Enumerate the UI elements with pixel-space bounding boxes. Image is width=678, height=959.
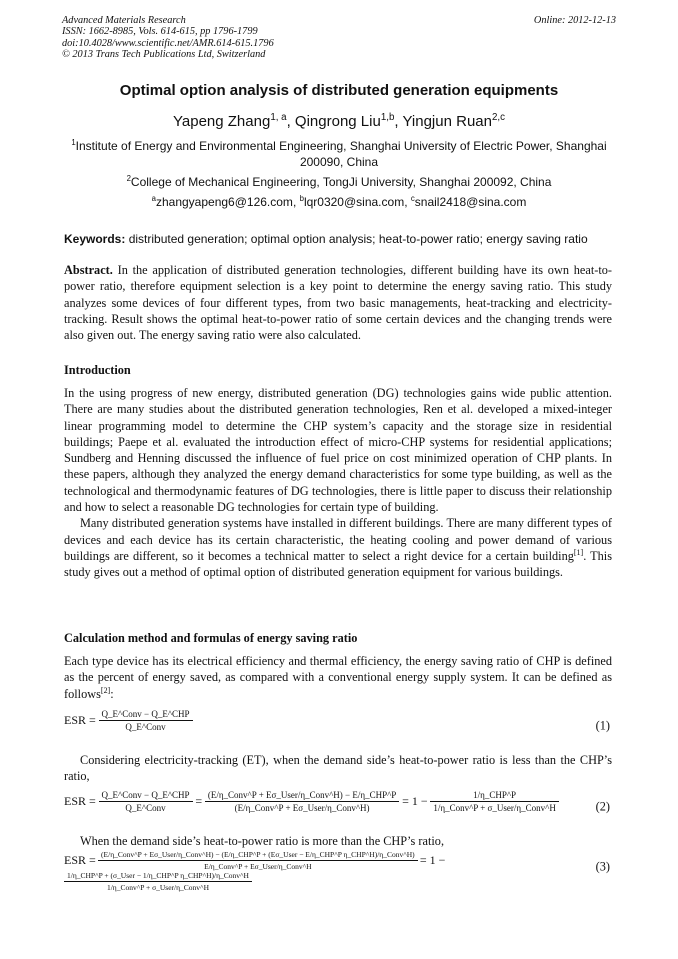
equals-sign: = (195, 794, 203, 808)
keywords-line (64, 232, 624, 246)
calculation-section (64, 630, 612, 702)
eq2-fraction-right (430, 790, 558, 813)
intro-paragraph-1: In the using progress of new energy, distributed generation (DG) technologies gains wide public attention. There are many studies about the distributed generation technologies, Ren et al. developed a mixed-integer linear programming model to determine the CHP system’s capacity and the storage size in residential buildings; Paepe et al. evaluated the introduction effect of micro-CHP systems for residential applications; Sundberg and Henning discussed the influence of fuel price on cost minimized operation of CHP plants. In these papers, although they analyzed the energy demand characteristics for some type building, as well as the technological and thermodynamic features of DG technologies, there is little paper to discuss their relationship and how to select a reasonable DG technologies for certain type of building. (64, 386, 612, 515)
email-c: snail2418@sina.com (414, 195, 527, 209)
eq3-right-denominator: 1/η_Conv^P + σ_User/η_Conv^H (106, 883, 209, 892)
abstract-text: In the application of distributed generation technologies, different building have its own heat-to-power ratio, therefore equipment selection is a key point to determine the energy saving ratio. This study analyzes some devices of four different types, from two basic managements, heat-tracking and electricity-tracking. Result shows the optimal heat-to-power ratio of some certain devices and the changing trends were also given out. The energy saving ratio were also calculated. (64, 263, 612, 343)
affiliation-2 (62, 174, 616, 190)
eq2-fraction-mid (205, 790, 399, 813)
eq2-right-numerator: 1/η_CHP^P (430, 790, 558, 802)
et-text: Considering electricity-tracking (ET), when the demand side’s heat-to-power ratio is less than the CHP’s ratio, (64, 753, 612, 784)
eq3-mid-numerator: (E/η_Conv^P + Eσ_User/η_Conv^H) − (E/η_CHP^P + (Eσ_User − E/η_CHP^P η_CHP^H)/η_Conv^H) (98, 850, 418, 861)
eq1-numerator: Q_E^Conv − Q_E^CHP (99, 709, 193, 721)
email-sup: b (299, 194, 304, 203)
eq3-right-numerator: 1/η_CHP^P + (σ_User − 1/η_CHP^P η_CHP^H)/η_Conv^H (64, 871, 252, 882)
affiliation-sup: 1 (71, 138, 76, 147)
journal-header (62, 15, 616, 60)
more-paragraph (64, 833, 612, 849)
intro-paragraph-2 (64, 515, 612, 580)
equation-number: (2) (595, 799, 610, 814)
calc-p1-text: Each type device has its electrical efficiency and thermal efficiency, the energy saving ratio of CHP is defined as the percent of energy saved, as compared with a conventional energy supply system. It can be defined as follows (64, 654, 612, 701)
affiliation-1 (62, 138, 616, 170)
journal-name: Advanced Materials Research (62, 15, 186, 26)
one-minus: = 1 − (419, 853, 446, 867)
introduction-heading: Introduction (64, 363, 131, 377)
introduction-section (64, 362, 612, 581)
keywords-label: Keywords: (64, 232, 126, 246)
author-sup: 1,b (380, 112, 395, 123)
esr-symbol: ESR = (64, 713, 96, 727)
one-minus: = 1 − (402, 794, 428, 808)
eq3-fraction-right (64, 871, 252, 892)
author-sup: 1, a (270, 112, 287, 123)
keywords-text: distributed generation; optimal option analysis; heat-to-power ratio; energy saving ratio (128, 232, 588, 246)
calc-paragraph (64, 653, 612, 702)
affiliation-text: College of Mechanical Engineering, TongJi University, Shanghai 200092, China (130, 175, 552, 189)
eq3-fraction-mid (98, 850, 418, 871)
eq2-fraction-left (99, 790, 193, 813)
eq2-mid-denominator: (E/η_Conv^P + Eσ_User/η_Conv^H) (234, 803, 370, 813)
author-name: Yapeng Zhang (173, 113, 271, 130)
esr-symbol: ESR = (64, 853, 96, 867)
more-text: When the demand side’s heat-to-power ratio is more than the CHP’s ratio, (80, 834, 445, 848)
equation-number: (1) (595, 718, 610, 733)
eq2-left-denominator: Q_E^Conv (125, 803, 166, 813)
calc-p1-tail: : (110, 686, 114, 701)
affiliation-text: Institute of Energy and Environmental Engineering, Shanghai University of Electric Power, Shanghai 200090, China (75, 139, 607, 169)
eq1-denominator: Q_E^Conv (125, 722, 166, 732)
eq3-mid-denominator: E/η_Conv^P + Eσ_User/η_Conv^H (204, 862, 312, 871)
equation-2 (64, 790, 612, 824)
eq2-mid-numerator: (E/η_Conv^P + Eσ_User/η_Conv^H) − E/η_CHP^P (205, 790, 399, 802)
equation-1 (64, 709, 612, 743)
eq2-left-numerator: Q_E^Conv − Q_E^CHP (99, 790, 193, 802)
eq1-fraction (99, 709, 193, 732)
intro-p2-text: Many distributed generation systems have installed in different buildings. There are many different types of devices and each device has its certain characteristic, the heating cooling and power demand of various buildings are different, so it becomes a technical matter to select a right device for a certain building (64, 516, 612, 563)
email-sup: a (151, 194, 156, 203)
issn-line: ISSN: 1662-8985, Vols. 614-615, pp 1796-1799 (62, 26, 258, 38)
et-paragraph (64, 752, 612, 785)
citation-ref: [1] (573, 547, 584, 557)
author-name: Qingrong Liu (294, 113, 381, 130)
equation-number: (3) (595, 859, 610, 874)
abstract (64, 262, 612, 343)
email-b: lqr0320@sina.com (303, 195, 405, 209)
online-date: Online: 2012-12-13 (533, 15, 616, 26)
doi-line: doi:10.4028/www.scientific.net/AMR.614-615.1796 (62, 37, 274, 49)
abstract-label: Abstract. (64, 263, 113, 277)
author-list: Yapeng Zhang$^{1, a}$, Qingrong Liu$^{1,b}$, Yingjun Ruan$^{2,c}$ (173, 112, 505, 130)
citation-ref: [2] (100, 685, 111, 695)
copyright-line: © 2013 Trans Tech Publications Ltd, Switzerland (62, 48, 266, 60)
affiliation-sup: 2 (126, 174, 131, 183)
paper-title: Optimal option analysis of distributed generation equipments (119, 82, 559, 99)
eq2-right-denominator: 1/η_Conv^P + σ_User/η_Conv^H (433, 803, 556, 813)
email-sup: c (410, 194, 415, 203)
intro-p2-tail: . This study gives out a method of optimal option of distributed generation equipment for various buildings. (64, 548, 612, 580)
email-line: $^a$zhangyapeng6@126.com, $^b$lqr0320@sina.com, $^c$snail2418@sina.com (151, 194, 527, 209)
calculation-heading: Calculation method and formulas of energy saving ratio (64, 631, 358, 645)
email-a: zhangyapeng6@126.com (155, 195, 293, 209)
esr-symbol: ESR = (64, 794, 96, 808)
author-name: Yingjun Ruan (402, 113, 492, 130)
author-sup: 2,c (491, 112, 505, 123)
